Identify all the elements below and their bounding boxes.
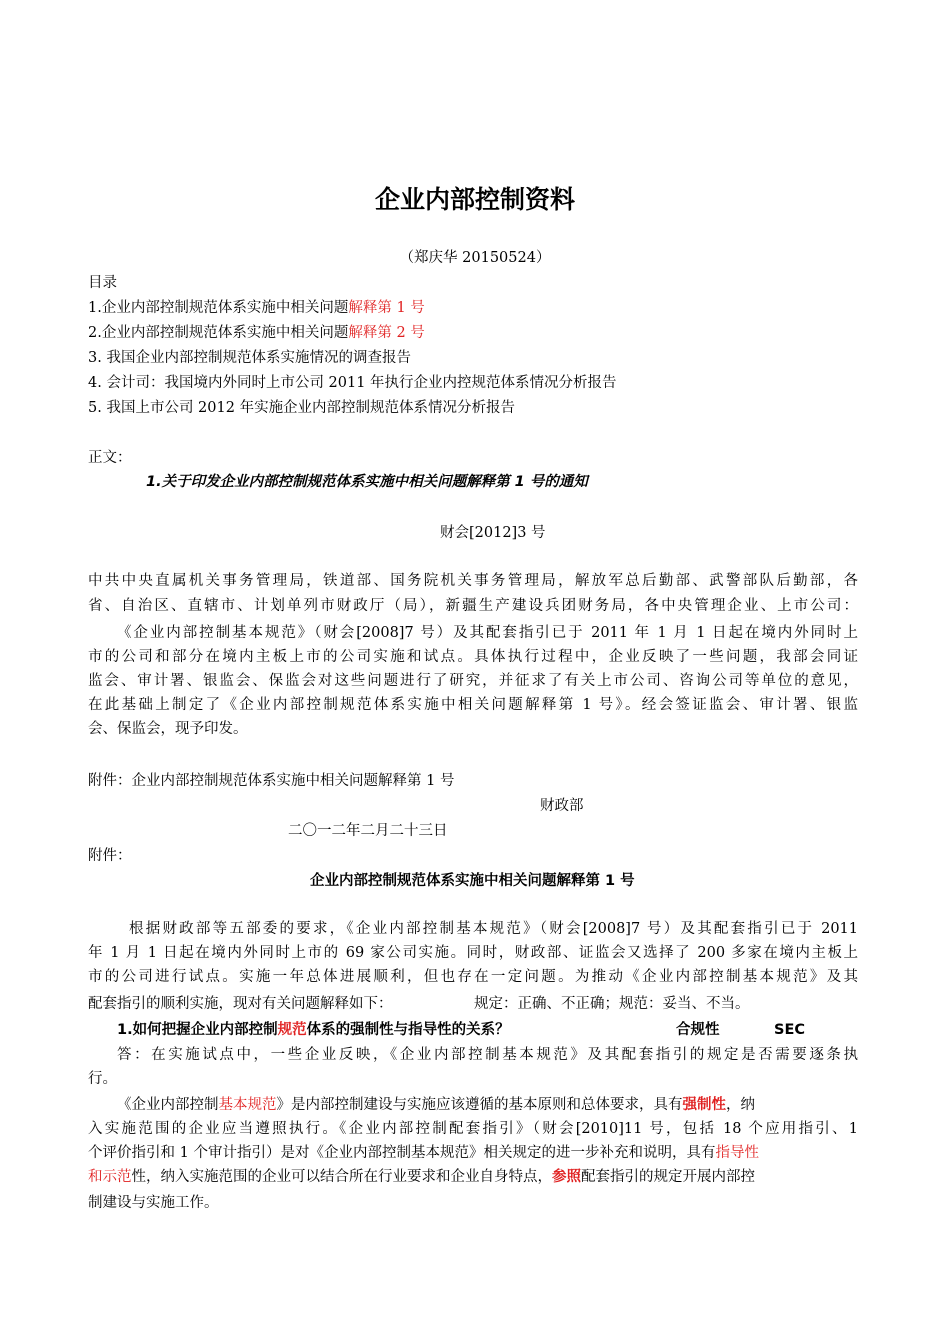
para3-line-1: 《企业内部控制基本规范》是内部控制建设与实施应该遵循的基本原则和总体要求，具有强制性，纳	[117, 1097, 755, 1113]
addressees-line-2: 省、自治区、直辖市、计划单列市财政厅（局），新疆生产建设兵团财务局，各中央管理企业、上市公司：	[88, 598, 858, 614]
para2-line-4: 配套指引的顺利实施，现对有关问题解释如下：	[88, 996, 393, 1012]
toc-item-1: 1.企业内部控制规范体系实施中相关问题解释第 1 号	[88, 300, 425, 316]
para2-note: 规定：正确、不正确；规范：妥当、不当。	[474, 996, 750, 1012]
question-1-tag-compliance: 合规性	[676, 1022, 720, 1038]
para3-line-3: 个评价指引和 1 个审计指引）是对《企业内部控制基本规范》相关规定的进一步补充和说明，具有指导性	[88, 1145, 759, 1161]
para1-line-5: 会、保监会，现予印发。	[88, 721, 248, 737]
addressees-line-1: 中共中央直属机关事务管理局，铁道部、国务院机关事务管理局，解放军总后勤部、武警部队后勤部，各	[88, 573, 858, 589]
toc-item-2: 2.企业内部控制规范体系实施中相关问题解释第 2 号	[88, 325, 425, 341]
question-1-tag-sec: SEC	[774, 1022, 805, 1038]
para1-line-4: 在此基础上制定了《企业内部控制规范体系实施中相关问题解释第 1 号》。经会签证监会、审计署、银监	[88, 697, 858, 713]
toc-item-4: 4. 会计司：我国境内外同时上市公司 2011 年执行企业内控规范体系情况分析报告	[88, 375, 617, 391]
issue-date: 二〇一二年二月二十三日	[288, 823, 448, 839]
para1-line-3: 监会、审计署、银监会、保监会对这些问题进行了研究，并征求了有关上市公司、咨询公司等单位的意见，	[88, 673, 858, 689]
para3-line-5: 制建设与实施工作。	[88, 1195, 219, 1211]
para2-line-2: 年 1 月 1 日起在境内外同时上市的 69 家公司实施。同时，财政部、证监会又选择了 200 多家在境内主板上	[88, 945, 858, 961]
attachment-label: 附件：	[88, 848, 132, 864]
para3-line-4: 和示范性，纳入实施范围的企业可以结合所在行业要求和企业自身特点，参照配套指引的规定开展内部控	[88, 1169, 755, 1185]
author-line: （郑庆华 20150524）	[399, 250, 551, 266]
para2-line-1: 根据财政部等五部委的要求，《企业内部控制基本规范》（财会[2008]7 号）及其配套指引已于 2011	[129, 921, 858, 937]
doc-number: 财会[2012]3 号	[440, 525, 546, 541]
body-label: 正文：	[88, 450, 132, 466]
issuer: 财政部	[540, 798, 584, 814]
para1-line-2: 市的公司和部分在境内主板上市的公司实施和试点。具体执行过程中，企业反映了一些问题，我部会同证	[88, 649, 858, 665]
answer-line-1: 答：在实施试点中，一些企业反映，《企业内部控制基本规范》及其配套指引的规定是否需要逐条执	[117, 1047, 858, 1063]
toc-item-3: 3. 我国企业内部控制规范体系实施情况的调查报告	[88, 350, 411, 366]
attachment-title: 企业内部控制规范体系实施中相关问题解释第 1 号	[310, 873, 635, 889]
question-1: 1.如何把握企业内部控制规范体系的强制性与指导性的关系？	[117, 1022, 510, 1038]
para2-line-3: 市的公司进行试点。实施一年总体进展顺利，但也存在一定问题。为推动《企业内部控制基本规范》及其	[88, 969, 858, 985]
notice-title: 1.关于印发企业内部控制规范体系实施中相关问题解释第 1 号的通知	[146, 474, 588, 490]
answer-line-2: 行。	[88, 1071, 117, 1087]
para1-line-1: 《企业内部控制基本规范》（财会[2008]7 号）及其配套指引已于 2011 年 1 月 1 日起在境内外同时上	[117, 625, 858, 641]
toc-heading: 目录	[88, 275, 117, 291]
toc-item-5: 5. 我国上市公司 2012 年实施企业内部控制规范体系情况分析报告	[88, 400, 516, 416]
para3-line-2: 入实施范围的企业应当遵照执行。《企业内部控制配套指引》（财会[2010]11 号，包括 18 个应用指引、1	[88, 1121, 858, 1137]
document-title: 企业内部控制资料	[374, 185, 575, 214]
attachment-line: 附件：企业内部控制规范体系实施中相关问题解释第 1 号	[88, 773, 455, 789]
